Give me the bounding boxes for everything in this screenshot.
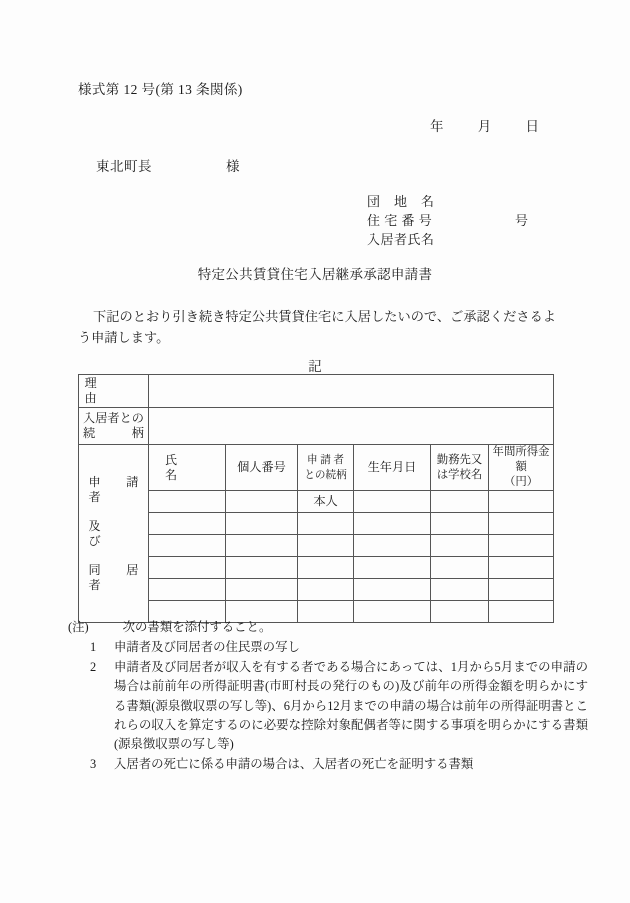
cell-birthdate[interactable] bbox=[354, 491, 431, 513]
table-row bbox=[79, 513, 554, 535]
column-header-income-line2: （円） bbox=[503, 476, 539, 488]
column-header-name-text: 氏 名 bbox=[165, 452, 202, 482]
ki-marker: 記 bbox=[308, 359, 322, 374]
note-item bbox=[68, 638, 588, 657]
cell-workplace[interactable] bbox=[431, 579, 489, 601]
cell-relation[interactable] bbox=[298, 579, 354, 601]
column-header-my-number bbox=[226, 445, 298, 491]
cell-workplace[interactable] bbox=[431, 535, 489, 557]
cell-relation[interactable] bbox=[298, 535, 354, 557]
label-applicant-and-cohabitants bbox=[79, 445, 149, 623]
cell-birthdate[interactable] bbox=[354, 535, 431, 557]
body-paragraph: 下記のとおり引き続き特定公共賃貸住宅に入居したいので、ご承認くださるよう申請します。 bbox=[78, 309, 556, 345]
cell-income[interactable] bbox=[489, 491, 554, 513]
column-header-my-number-text: 個人番号 bbox=[237, 460, 286, 474]
field-relation-to-resident[interactable] bbox=[149, 408, 554, 445]
date-line bbox=[430, 115, 540, 135]
note-number: 1 bbox=[90, 640, 97, 655]
cell-my-number[interactable] bbox=[226, 535, 298, 557]
date-day-label: 日 bbox=[525, 119, 540, 134]
addressee-honorific: 様 bbox=[226, 159, 240, 174]
column-header-relation-to-applicant bbox=[298, 445, 354, 491]
column-header-workplace-line2: は学校名 bbox=[436, 468, 483, 481]
label-reason bbox=[79, 375, 149, 408]
note-text: 申請者及び同居者が収入を有する者である場合にあっては、1月から5月までの申請の場合は前前年の所得証明書(市町村長の発行のもの)及び前年の所得金額を明らかにする書類(源泉徴収票の写し等)、6月から12月までの申請の場合は前年の所得証明書とこれらの収入を算定するのに必要な控除対象配偶者等に関する事項を明らかにする書類(源泉徴収票の写し等) bbox=[114, 659, 588, 752]
notes-section bbox=[68, 618, 588, 774]
info-row-jutaku-bango bbox=[367, 211, 529, 230]
cell-birthdate[interactable] bbox=[354, 557, 431, 579]
cell-my-number[interactable] bbox=[226, 579, 298, 601]
label-reason-text: 理 由 bbox=[84, 376, 134, 405]
application-table bbox=[78, 374, 554, 623]
column-header-birthdate-text: 生年月日 bbox=[367, 460, 417, 474]
cell-income[interactable] bbox=[489, 557, 554, 579]
notes-header-text: 次の書類を添付すること。 bbox=[122, 620, 272, 634]
table-row-reason bbox=[79, 375, 554, 408]
label-relation-line2: 続 柄 bbox=[83, 426, 144, 440]
cell-workplace[interactable] bbox=[431, 491, 489, 513]
cell-relation[interactable]: 本人 bbox=[298, 491, 354, 513]
label-applicant-line3: 同 居 者 bbox=[88, 562, 151, 592]
field-reason[interactable] bbox=[149, 375, 554, 408]
cell-income[interactable] bbox=[489, 579, 554, 601]
cell-relation[interactable] bbox=[298, 557, 354, 579]
cell-name[interactable] bbox=[149, 579, 226, 601]
cell-name[interactable] bbox=[149, 491, 226, 513]
cell-workplace[interactable] bbox=[431, 557, 489, 579]
note-item bbox=[68, 755, 588, 774]
info-row-nyukyosha-shimei bbox=[367, 230, 435, 249]
date-year-label: 年 bbox=[430, 119, 444, 134]
column-header-workplace-line1: 勤務先又 bbox=[436, 453, 483, 466]
label-applicant-line2: 及 び bbox=[88, 518, 138, 548]
form-number: 様式第 12 号(第 13 条関係) bbox=[78, 82, 243, 97]
danchi-label: 団 地 名 bbox=[367, 194, 435, 209]
table-row bbox=[79, 491, 554, 513]
jutaku-bango-suffix: 号 bbox=[515, 213, 529, 228]
cell-birthdate[interactable] bbox=[354, 513, 431, 535]
cell-my-number[interactable] bbox=[226, 513, 298, 535]
table-row bbox=[79, 579, 554, 601]
nyukyosha-shimei-label: 入居者氏名 bbox=[367, 232, 435, 247]
cell-my-number[interactable] bbox=[226, 491, 298, 513]
column-header-annual-income bbox=[489, 445, 554, 491]
cell-name[interactable] bbox=[149, 557, 226, 579]
note-number: 3 bbox=[90, 756, 97, 771]
cell-name[interactable] bbox=[149, 535, 226, 557]
cell-name[interactable] bbox=[149, 513, 226, 535]
note-item bbox=[68, 658, 588, 755]
addressee bbox=[96, 155, 240, 175]
jutaku-bango-label: 住 宅 番 号 bbox=[367, 213, 433, 228]
document-title: 特定公共賃貸住宅入居継承承認申請書 bbox=[197, 267, 433, 282]
label-applicant-line1: 申 請 者 bbox=[88, 474, 151, 504]
notes-header bbox=[68, 618, 588, 637]
cell-my-number[interactable] bbox=[226, 557, 298, 579]
cell-workplace[interactable] bbox=[431, 513, 489, 535]
note-text: 申請者及び同居者の住民票の写し bbox=[114, 640, 300, 655]
label-relation-to-resident bbox=[79, 408, 149, 445]
cell-relation[interactable] bbox=[298, 513, 354, 535]
cell-income[interactable] bbox=[489, 513, 554, 535]
date-month-label: 月 bbox=[477, 119, 492, 134]
info-row-danchi bbox=[367, 192, 435, 211]
table-row-relation-to-resident bbox=[79, 408, 554, 445]
table-row bbox=[79, 535, 554, 557]
notes-header-label: (注) bbox=[68, 620, 89, 634]
column-header-relation-line2: との続柄 bbox=[304, 469, 347, 481]
applicant-info-block bbox=[367, 192, 529, 249]
label-relation-line1: 入居者との bbox=[83, 411, 144, 425]
column-header-relation-line1: 申 請 者 bbox=[306, 454, 345, 466]
cell-birthdate[interactable] bbox=[354, 579, 431, 601]
column-header-workplace-or-school bbox=[431, 445, 489, 491]
note-number: 2 bbox=[90, 659, 97, 674]
column-header-birthdate bbox=[354, 445, 431, 491]
addressee-name: 東北町長 bbox=[96, 159, 152, 174]
table-header-row bbox=[79, 445, 554, 491]
column-header-name bbox=[149, 445, 226, 491]
column-header-income-line1: 年間所得金額 bbox=[492, 446, 550, 473]
note-text: 入居者の死亡に係る申請の場合は、入居者の死亡を証明する書類 bbox=[114, 756, 474, 771]
cell-income[interactable] bbox=[489, 535, 554, 557]
